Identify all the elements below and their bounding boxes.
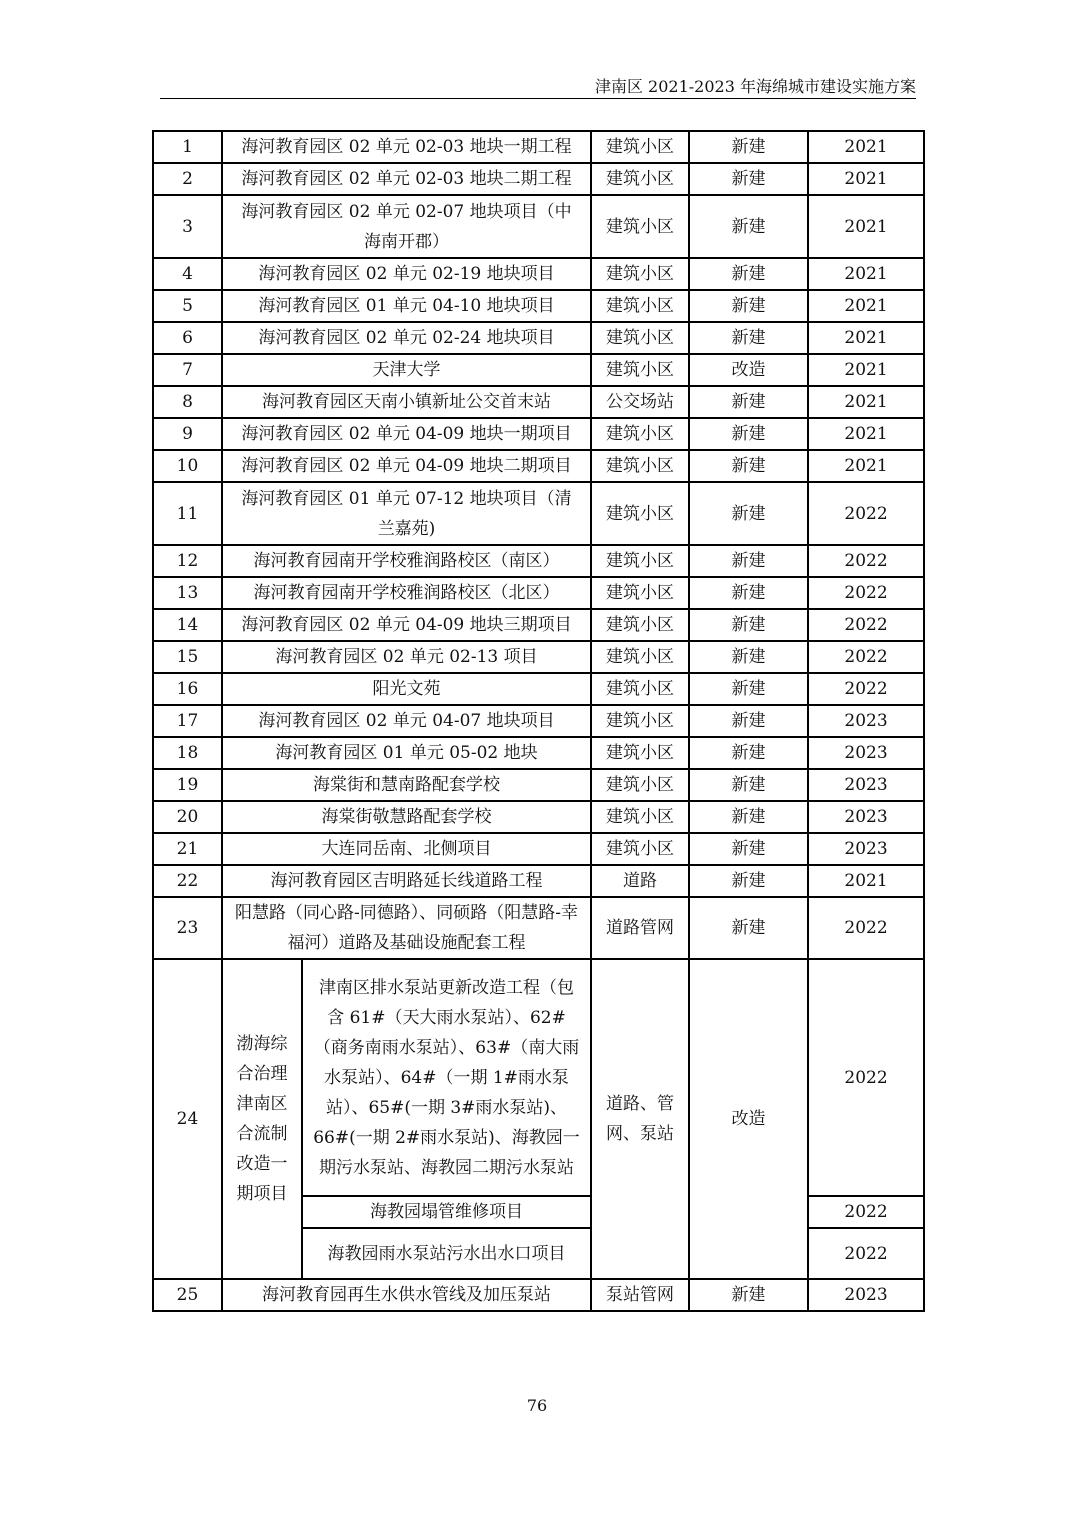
- construction-nature: 新建: [689, 641, 808, 673]
- row-number: 8: [153, 386, 222, 418]
- project-type: 建筑小区: [591, 737, 689, 769]
- project-name: 海河教育园区 02 单元 02-07 地块项目（中海南开郡）: [222, 195, 591, 258]
- project-type: 建筑小区: [591, 673, 689, 705]
- project-group: 渤海综合治理津南区合流制改造一期项目: [222, 959, 302, 1279]
- table-row: [153, 354, 924, 386]
- table-row: [153, 801, 924, 833]
- table-row: [153, 737, 924, 769]
- build-year: 2022: [808, 959, 924, 1196]
- project-name: 海河教育园区 02 单元 04-09 地块一期项目: [222, 418, 591, 450]
- construction-nature: 新建: [689, 673, 808, 705]
- project-name: 阳光文苑: [222, 673, 591, 705]
- construction-nature: 新建: [689, 577, 808, 609]
- project-name: 海棠街和慧南路配套学校: [222, 769, 591, 801]
- project-type: 泵站管网: [591, 1279, 689, 1311]
- construction-nature: 新建: [689, 258, 808, 290]
- build-year: 2021: [808, 386, 924, 418]
- construction-nature: 新建: [689, 737, 808, 769]
- construction-nature: 新建: [689, 865, 808, 897]
- project-name: 海河教育园区 01 单元 05-02 地块: [222, 737, 591, 769]
- construction-nature: 新建: [689, 897, 808, 959]
- row-number: 7: [153, 354, 222, 386]
- row-number: 21: [153, 833, 222, 865]
- build-year: 2022: [808, 1196, 924, 1228]
- construction-nature: 新建: [689, 482, 808, 545]
- row-number: 6: [153, 322, 222, 354]
- sub-project-name: 津南区排水泵站更新改造工程（包含 61#（天大雨水泵站）、62#（商务南雨水泵站）、63#（南大雨水泵站）、64#（一期 1#雨水泵站）、65#(一期 3#雨水泵站)、66#(一期 2#雨水泵站)、海教园一期污水泵站、海教园二期污水泵站: [302, 959, 591, 1196]
- table-row: [153, 769, 924, 801]
- build-year: 2021: [808, 322, 924, 354]
- project-type: 建筑小区: [591, 450, 689, 482]
- build-year: 2023: [808, 705, 924, 737]
- project-type: 道路、管网、泵站: [591, 959, 689, 1279]
- construction-nature: 新建: [689, 769, 808, 801]
- project-name: 海河教育园区 01 单元 04-10 地块项目: [222, 290, 591, 322]
- table-row: [153, 482, 924, 545]
- project-type: 建筑小区: [591, 195, 689, 258]
- table-row: [153, 609, 924, 641]
- table-row: [153, 641, 924, 673]
- project-type: 道路: [591, 865, 689, 897]
- project-type: 建筑小区: [591, 577, 689, 609]
- construction-nature: 新建: [689, 163, 808, 195]
- running-header: 津南区 2021-2023 年海绵城市建设实施方案: [160, 76, 916, 99]
- table-row: [153, 959, 924, 1196]
- page-number: 76: [526, 1396, 548, 1415]
- build-year: 2021: [808, 865, 924, 897]
- build-year: 2023: [808, 801, 924, 833]
- row-number: 5: [153, 290, 222, 322]
- construction-nature: 新建: [689, 1279, 808, 1311]
- build-year: 2023: [808, 769, 924, 801]
- row-number: 23: [153, 897, 222, 959]
- build-year: 2021: [808, 450, 924, 482]
- table-row: [153, 418, 924, 450]
- table-row: [153, 833, 924, 865]
- build-year: 2021: [808, 418, 924, 450]
- row-number: 24: [153, 959, 222, 1279]
- construction-nature: 改造: [689, 959, 808, 1279]
- construction-nature: 新建: [689, 833, 808, 865]
- row-number: 14: [153, 609, 222, 641]
- table-row: [153, 673, 924, 705]
- construction-nature: 新建: [689, 705, 808, 737]
- construction-nature: 新建: [689, 418, 808, 450]
- row-number: 20: [153, 801, 222, 833]
- row-number: 4: [153, 258, 222, 290]
- build-year: 2022: [808, 897, 924, 959]
- project-name: 海河教育园区 01 单元 07-12 地块项目（清兰嘉苑): [222, 482, 591, 545]
- build-year: 2021: [808, 354, 924, 386]
- build-year: 2023: [808, 833, 924, 865]
- construction-nature: 新建: [689, 386, 808, 418]
- sub-project-name: 海教园塌管维修项目: [302, 1196, 591, 1228]
- construction-nature: 新建: [689, 195, 808, 258]
- row-number: 16: [153, 673, 222, 705]
- table-row: [153, 258, 924, 290]
- table-row: [153, 290, 924, 322]
- project-name: 海河教育园南开学校雅润路校区（南区）: [222, 545, 591, 577]
- table-row: [153, 163, 924, 195]
- build-year: 2022: [808, 545, 924, 577]
- build-year: 2023: [808, 1279, 924, 1311]
- build-year: 2022: [808, 641, 924, 673]
- project-name: 海河教育园南开学校雅润路校区（北区）: [222, 577, 591, 609]
- project-name: 海河教育园区 02 单元 04-07 地块项目: [222, 705, 591, 737]
- project-type: 建筑小区: [591, 609, 689, 641]
- project-type: 建筑小区: [591, 641, 689, 673]
- row-number: 15: [153, 641, 222, 673]
- row-number: 18: [153, 737, 222, 769]
- construction-nature: 改造: [689, 354, 808, 386]
- construction-nature: 新建: [689, 131, 808, 163]
- table-row: [153, 1279, 924, 1311]
- row-number: 17: [153, 705, 222, 737]
- build-year: 2022: [808, 609, 924, 641]
- project-name: 海河教育园区 02 单元 02-03 地块一期工程: [222, 131, 591, 163]
- row-number: 1: [153, 131, 222, 163]
- build-year: 2021: [808, 195, 924, 258]
- project-type: 建筑小区: [591, 482, 689, 545]
- project-name: 海河教育园区 02 单元 02-13 项目: [222, 641, 591, 673]
- table-row: [153, 131, 924, 163]
- build-year: 2022: [808, 1228, 924, 1279]
- project-type: 建筑小区: [591, 354, 689, 386]
- row-number: 22: [153, 865, 222, 897]
- project-name: 海河教育园区 02 单元 04-09 地块二期项目: [222, 450, 591, 482]
- build-year: 2021: [808, 131, 924, 163]
- project-type: 公交场站: [591, 386, 689, 418]
- project-type: 建筑小区: [591, 705, 689, 737]
- construction-nature: 新建: [689, 801, 808, 833]
- project-name: 天津大学: [222, 354, 591, 386]
- table-row: [153, 386, 924, 418]
- build-year: 2023: [808, 737, 924, 769]
- project-name: 海河教育园区 02 单元 02-19 地块项目: [222, 258, 591, 290]
- table-row: [153, 322, 924, 354]
- construction-nature: 新建: [689, 609, 808, 641]
- project-name: 阳慧路（同心路-同德路）、同硕路（阳慧路-幸福河）道路及基础设施配套工程: [222, 897, 591, 959]
- project-type: 建筑小区: [591, 833, 689, 865]
- table-row: [153, 577, 924, 609]
- row-number: 10: [153, 450, 222, 482]
- build-year: 2021: [808, 163, 924, 195]
- project-name: 海河教育园区 02 单元 02-24 地块项目: [222, 322, 591, 354]
- sub-project-name: 海教园雨水泵站污水出水口项目: [302, 1228, 591, 1279]
- row-number: 11: [153, 482, 222, 545]
- construction-nature: 新建: [689, 545, 808, 577]
- row-number: 3: [153, 195, 222, 258]
- project-type: 建筑小区: [591, 290, 689, 322]
- build-year: 2022: [808, 482, 924, 545]
- project-name: 海河教育园区天南小镇新址公交首末站: [222, 386, 591, 418]
- construction-nature: 新建: [689, 322, 808, 354]
- project-type: 建筑小区: [591, 769, 689, 801]
- row-number: 9: [153, 418, 222, 450]
- row-number: 13: [153, 577, 222, 609]
- project-name: 海河教育园区吉明路延长线道路工程: [222, 865, 591, 897]
- project-name: 大连同岳南、北侧项目: [222, 833, 591, 865]
- build-year: 2021: [808, 258, 924, 290]
- project-type: 道路管网: [591, 897, 689, 959]
- project-type: 建筑小区: [591, 545, 689, 577]
- project-name: 海棠街敬慧路配套学校: [222, 801, 591, 833]
- table-row: [153, 705, 924, 737]
- project-name: 海河教育园再生水供水管线及加压泵站: [222, 1279, 591, 1311]
- project-type: 建筑小区: [591, 258, 689, 290]
- build-year: 2021: [808, 290, 924, 322]
- project-type: 建筑小区: [591, 801, 689, 833]
- project-type: 建筑小区: [591, 418, 689, 450]
- project-type: 建筑小区: [591, 163, 689, 195]
- build-year: 2022: [808, 673, 924, 705]
- row-number: 2: [153, 163, 222, 195]
- row-number: 19: [153, 769, 222, 801]
- construction-nature: 新建: [689, 290, 808, 322]
- row-number: 25: [153, 1279, 222, 1311]
- project-name: 海河教育园区 02 单元 04-09 地块三期项目: [222, 609, 591, 641]
- project-type: 建筑小区: [591, 131, 689, 163]
- construction-nature: 新建: [689, 450, 808, 482]
- row-number: 12: [153, 545, 222, 577]
- project-type: 建筑小区: [591, 322, 689, 354]
- build-year: 2022: [808, 577, 924, 609]
- table-row: [153, 195, 924, 258]
- table-row: [153, 450, 924, 482]
- project-table: [152, 130, 925, 1312]
- table-row: [153, 545, 924, 577]
- table-row: [153, 865, 924, 897]
- project-name: 海河教育园区 02 单元 02-03 地块二期工程: [222, 163, 591, 195]
- table-row: [153, 897, 924, 959]
